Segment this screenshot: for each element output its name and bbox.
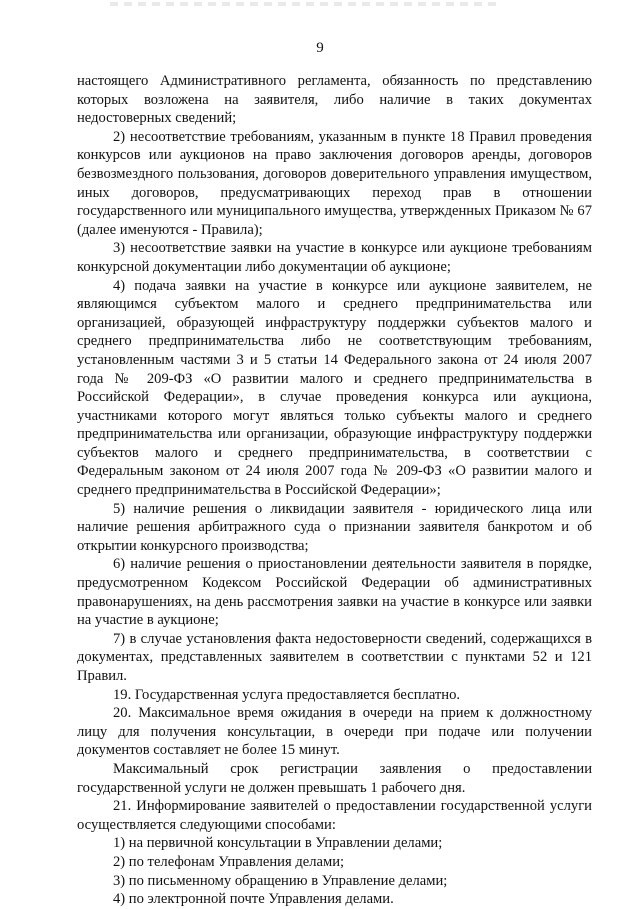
paragraph: 20. Максимальное время ожидания в очереди на прием к должностному лицу для получения консультации, в очереди при подаче или получении документов составляет не более 15 минут. [77,705,592,759]
paragraph: настоящего Административного регламента, обязанность по представлению которых возложена на заявителя, либо наличие в таких документах недостоверных сведений; [77,73,592,127]
paragraph: 6) наличие решения о приостановлении деятельности заявителя в порядке, предусмотренном Кодексом Российской Федерации об административных правонарушениях, на день рассмотрения заявки на участие в конкурсе или заявки на участие в аукционе; [77,556,592,629]
paragraph: 19. Государственная услуга предоставляется бесплатно. [113,686,461,703]
paragraph: 5) наличие решения о ликвидации заявителя - юридического лица или наличие решения арбитражного суда о признании заявителя банкротом и об открытии конкурсного производства; [77,500,592,554]
document-body [77,72,592,909]
paragraph: 4) подача заявки на участие в конкурсе или аукционе заявителем, не являющимся субъектом малого и среднего предпринимательства или организацией, образующей инфраструктуру поддержки субъектов малого и среднего предпринимательства либо не соответствующим требованиям, установленным частями 3 и 5 статьи 14 Федерального закона от 24 июля 2007 года № 209-ФЗ «О развитии малого и среднего предпринимательства в Российской Федерации», в случае проведения конкурса или аукциона, участниками которого могут являться только субъекты малого и среднего предпринимательства или организации, образующие инфраструктуру поддержки субъектов малого и среднего предпринимательства, в соответствии с Федеральным законом от 24 июля 2007 года № 209-ФЗ «О развитии малого и среднего предпринимательства в Российской Федерации»; [77,277,592,499]
paragraph: 7) в случае установления факта недостоверности сведений, содержащихся в документах, представленных заявителем в соответствии с пунктами 52 и 121 Правил. [77,630,592,684]
paragraph: 3) несоответствие заявки на участие в конкурсе или аукционе требованиям конкурсной документации либо документации об аукционе; [77,240,592,275]
paragraph: 1) на первичной консультации в Управлении делами; [113,835,443,852]
paragraph: 2) несоответствие требованиям, указанным в пункте 18 Правил проведения конкурсов или аукционов на право заключения договоров аренды, договоров безвозмездного пользования, договоров доверительного управления имуществом, иных договоров, предусматривающих переход прав в отношении государственного или муниципального имущества, утвержденных Приказом № 67 (далее именуются - Правила); [77,128,592,238]
paragraph: 2) по телефонам Управления делами; [113,853,345,870]
scan-artifact [110,2,500,6]
page-number: 9 [316,40,324,56]
paragraph: 4) по электронной почте Управления делами. [113,891,394,908]
paragraph: 3) по письменному обращению в Управление делами; [113,872,448,889]
paragraph: Максимальный срок регистрации заявления о предоставлении государственной услуги не должен превышать 1 рабочего дня. [77,760,592,796]
paragraph: 21. Информирование заявителей о предоставлении государственной услуги осуществляется следующими способами: [77,798,592,833]
